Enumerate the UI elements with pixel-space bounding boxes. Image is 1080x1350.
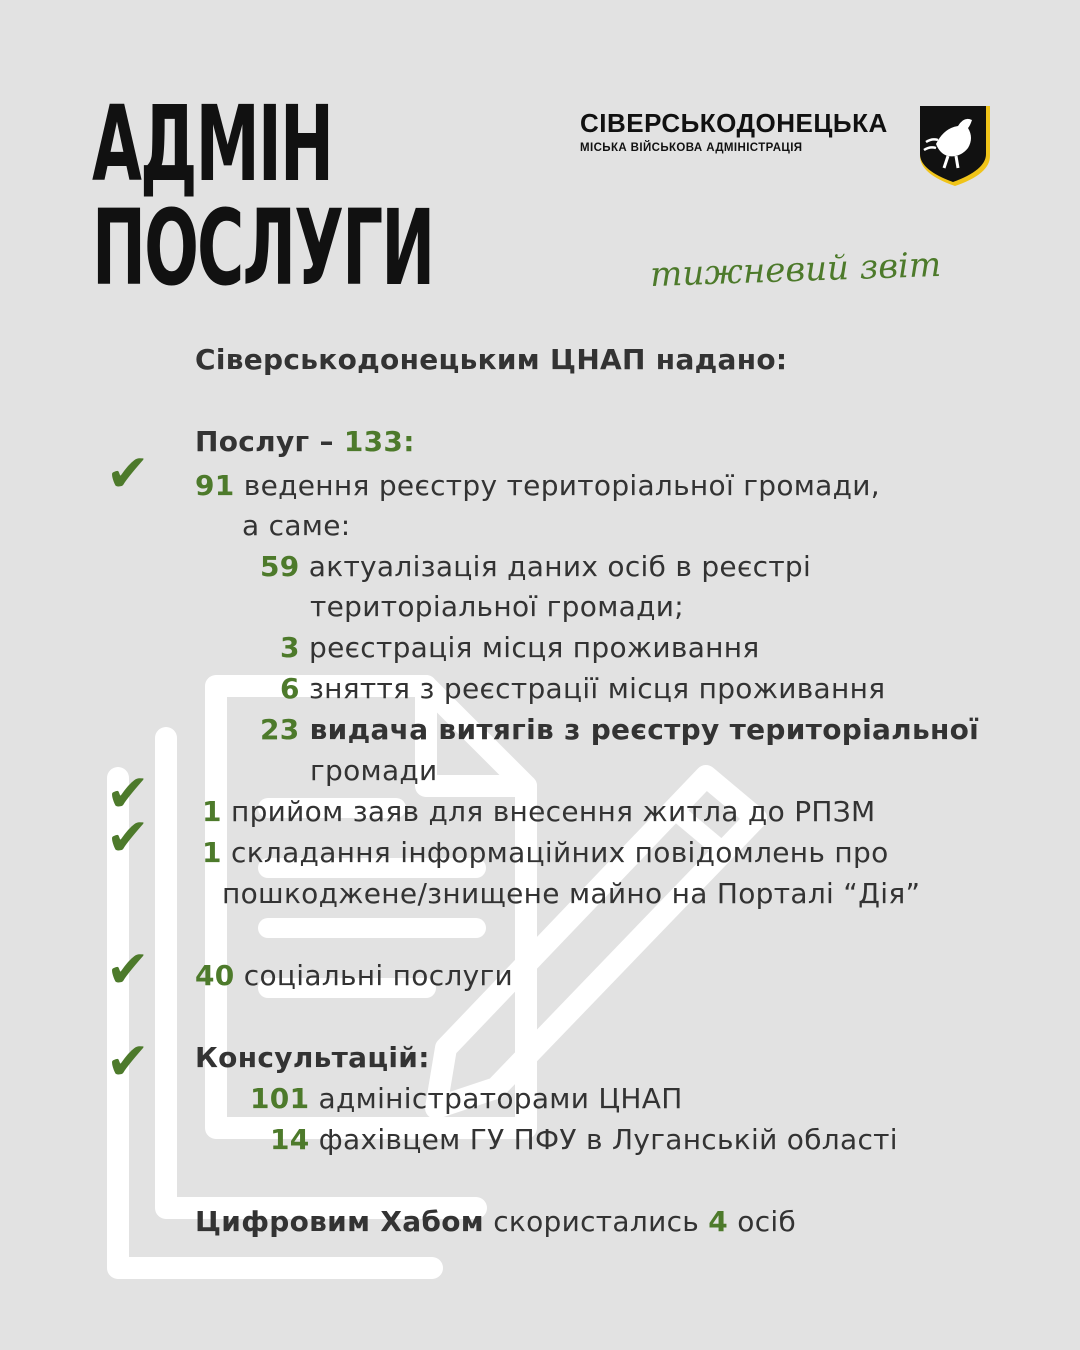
consult-text: адміністраторами ЦНАП (309, 1082, 683, 1115)
sub-item-text-continued: громади (310, 754, 438, 787)
rpzm-count: 1 (202, 795, 222, 828)
diia-line (202, 833, 889, 873)
sub-item-count: 23 (260, 713, 300, 746)
weekly-report-label: тижневий звіт (649, 244, 942, 296)
emblem-bird-icon (918, 104, 992, 188)
diia-text-continued: пошкоджене/знищене майно на Порталі “Дія” (222, 877, 921, 910)
hub-count: 4 (708, 1205, 729, 1238)
namely-text: а саме: (242, 509, 351, 542)
services-total-line (195, 422, 415, 462)
consult-item (270, 1120, 898, 1160)
social-count: 40 (195, 959, 235, 992)
sub-item-count: 3 (280, 631, 300, 664)
check-icon: ✔ (106, 940, 150, 1000)
title-line-1: АДМІН (92, 83, 333, 205)
sub-item-text: актуалізація даних осіб в реєстрі (299, 550, 812, 583)
logo-subtitle: МІСЬКА ВІЙСЬКОВА АДМІНІСТРАЦІЯ (580, 142, 803, 154)
organization-logo (580, 108, 888, 154)
consult-count: 101 (250, 1082, 310, 1115)
sub-item-text: зняття з реєстрації місця проживання (299, 672, 886, 705)
services-total: 133: (343, 425, 415, 458)
diia-text: складання інформаційних повідомлень про (221, 836, 889, 869)
consult-count: 14 (270, 1123, 310, 1156)
page-title (92, 83, 434, 309)
services-label: Послуг – (195, 425, 344, 458)
sub-item (280, 628, 760, 668)
logo-name: СІВЕРСЬКОДОНЕЦЬКА (580, 108, 888, 138)
consult-text: фахівцем ГУ ПФУ в Луганській області (309, 1123, 898, 1156)
consult-item (250, 1079, 683, 1119)
hub-text: скористались (484, 1205, 709, 1238)
rpzm-text: прийом заяв для внесення житла до РПЗМ (221, 795, 876, 828)
check-icon: ✔ (106, 444, 150, 504)
check-icon: ✔ (106, 764, 150, 824)
registry-text: ведення реєстру територіальної громади, (234, 469, 880, 502)
hub-suffix: осіб (728, 1205, 797, 1238)
sub-item-text: реєстрація місця проживання (299, 631, 760, 664)
diia-count: 1 (202, 836, 222, 869)
rpzm-line (202, 792, 875, 832)
sub-item-text-continued: територіальної громади; (310, 590, 684, 623)
check-icon: ✔ (106, 808, 150, 868)
sub-item (280, 669, 885, 709)
registry-count: 91 (195, 469, 235, 502)
hub-line (195, 1202, 796, 1242)
social-text: соціальні послуги (234, 959, 513, 992)
check-icon: ✔ (106, 1032, 150, 1092)
consult-label: Консультацій: (195, 1041, 430, 1074)
sub-item-text: видача витягів з реєстру територіальної (299, 713, 980, 746)
sub-item-count: 59 (260, 550, 300, 583)
title-line-2: ПОСЛУГИ (92, 187, 434, 309)
sub-item (260, 710, 979, 750)
registry-line (195, 466, 880, 506)
sub-item-count: 6 (280, 672, 300, 705)
hub-label: Цифровим Хабом (195, 1205, 484, 1238)
sub-item (260, 547, 811, 587)
report-intro: Сіверськодонецьким ЦНАП надано: (195, 343, 788, 376)
social-line (195, 956, 513, 996)
